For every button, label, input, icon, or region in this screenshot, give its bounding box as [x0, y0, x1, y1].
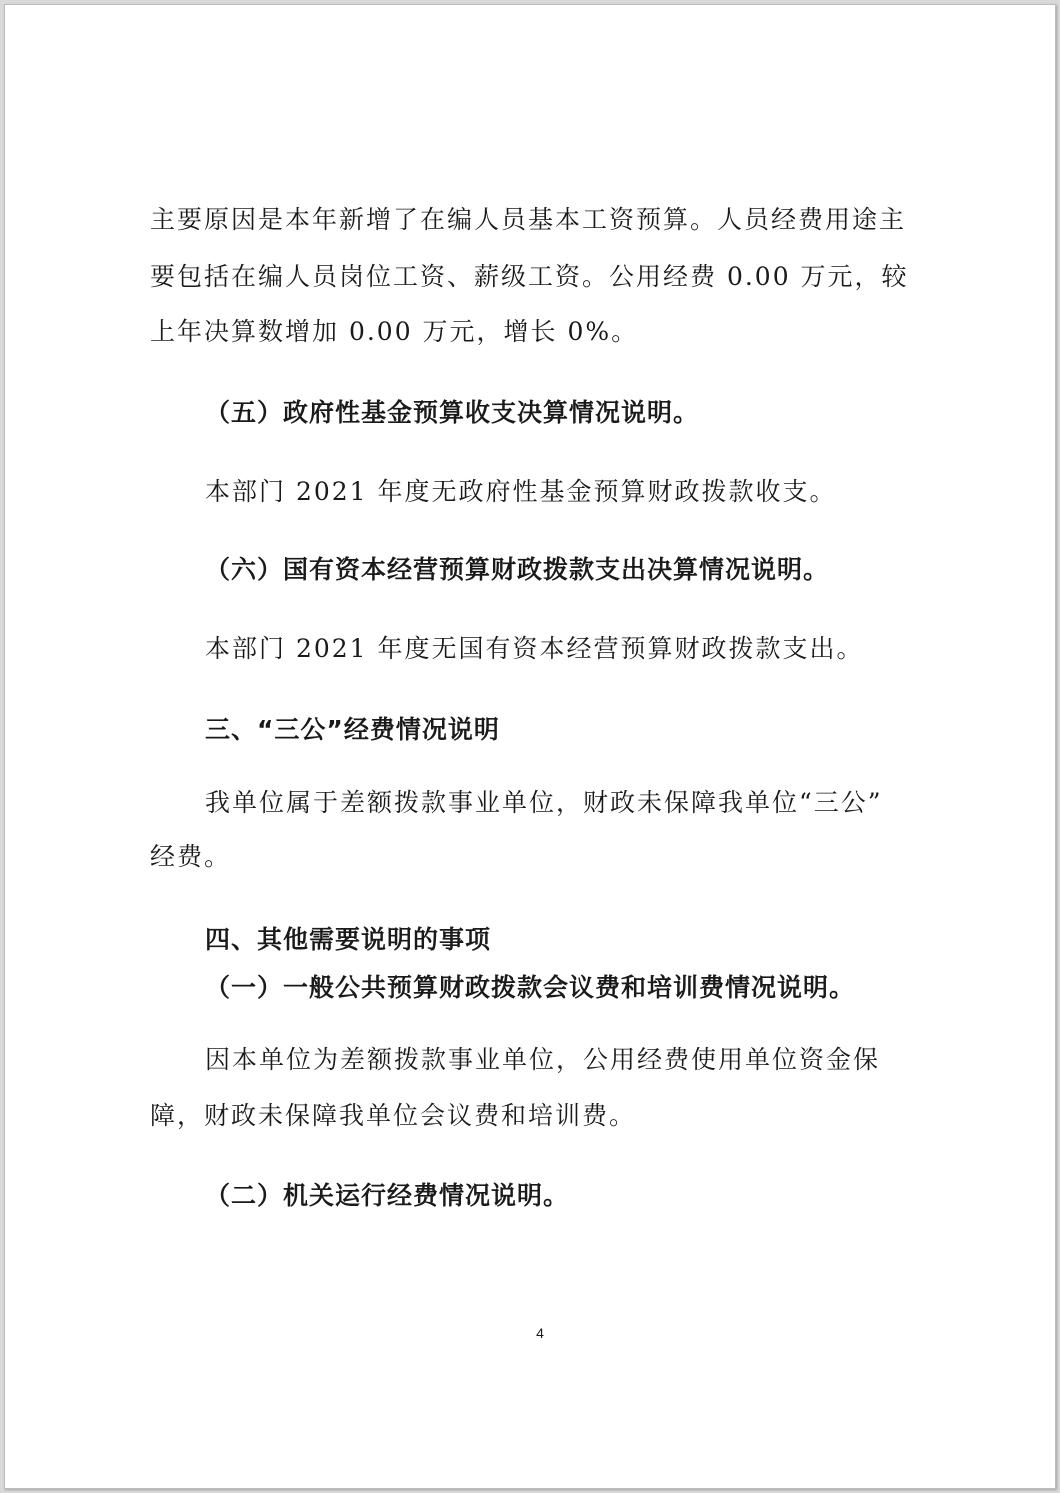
body-text-line: 我单位属于差额拨款事业单位，财政未保障我单位“三公”	[205, 788, 883, 817]
section-heading: （一）一般公共预算财政拨款会议费和培训费情况说明。	[205, 973, 856, 1002]
body-text-line: 因本单位为差额拨款事业单位，公用经费使用单位资金保	[205, 1045, 881, 1074]
document-page	[4, 4, 1056, 1489]
body-text-line: 本部门 2021 年度无国有资本经营预算财政拨款支出。	[205, 634, 864, 663]
body-text-line: 本部门 2021 年度无政府性基金预算财政拨款收支。	[205, 477, 837, 506]
page-number: 4	[536, 1325, 544, 1341]
section-heading: 四、其他需要说明的事项	[205, 925, 492, 954]
body-text-line: 障，财政未保障我单位会议费和培训费。	[150, 1101, 637, 1130]
body-text-line: 上年决算数增加 0.00 万元，增长 0%。	[150, 317, 639, 346]
body-text-line: 经费。	[150, 842, 232, 871]
section-heading: （五）政府性基金预算收支决算情况说明。	[205, 398, 700, 427]
body-text-line: 要包括在编人员岗位工资、薪级工资。公用经费 0.00 万元，较	[150, 262, 909, 291]
body-text-line: 主要原因是本年新增了在编人员基本工资预算。人员经费用途主	[150, 205, 907, 234]
section-heading: （六）国有资本经营预算财政拨款支出决算情况说明。	[205, 555, 830, 584]
section-heading: 三、“三公”经费情况说明	[205, 715, 500, 744]
section-heading: （二）机关运行经费情况说明。	[205, 1181, 570, 1210]
